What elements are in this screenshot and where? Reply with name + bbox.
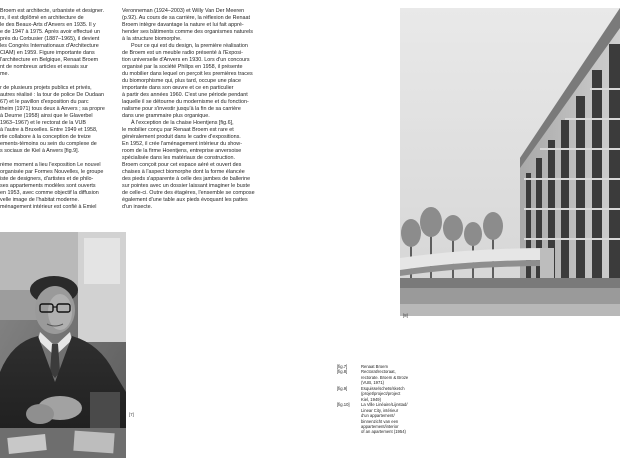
middle-column-line: organisé par la société Philips en 1958, il présente [122, 64, 243, 71]
left-column-line: CIAM) en 1959. Figure importante dans [0, 50, 95, 57]
left-column-line: ements-témoins ou sein du complexe de [0, 141, 97, 148]
caption-text: d'un appartement/ [361, 413, 395, 419]
caption-row [337, 429, 415, 434]
caption-tag [337, 429, 361, 434]
middle-column-line: généralement produit dans le cadre d'expositions. [122, 134, 241, 141]
caption-text: Linear City, intérieur [361, 407, 399, 413]
left-column-line: en 1953, avec comme objectif la diffusion [0, 190, 99, 197]
left-column-line: 67) et le pavillon d'exposition du parc [0, 99, 89, 106]
middle-column-line: laquelle il se détourne du modernisme et du fonction- [122, 99, 249, 106]
middle-column-line: hender ses bâtiments comme des organismes naturels [122, 29, 253, 36]
middle-column-line: d'un insecte. [122, 204, 153, 211]
middle-column-line: dans une grammaire plus organique. [122, 113, 210, 120]
building-photo [400, 8, 620, 316]
caption-tag: [fig.9] [337, 385, 348, 391]
left-column-line: e de 1947 à 1975. Après avoir effectué un [0, 29, 101, 36]
middle-column-line: tion universelle d'Anvers en 1930. Lors d'un concours [122, 57, 250, 64]
left-column-line: theim (1971) tous deux à Anvers ; sa propre [0, 106, 105, 113]
middle-column-line: de celle-ci. Outre des étagères, l'ensemble se compose [122, 190, 255, 197]
left-column-line: iste de designers, d'artistes et de philo- [0, 176, 94, 183]
left-column-line: les Congrès Internationaux d'Architecture [0, 43, 99, 50]
middle-column-line: Broem conçoit pour cet espace aéré et ouvert des [122, 162, 242, 169]
left-column-line: organisée par Formes Nouvelles, le groupe [0, 169, 104, 176]
caption-tag: [fig.7] [337, 364, 348, 369]
middle-column-line: sur pointes avec un dossier laissant imaginer le buste [122, 183, 250, 190]
middle-column-line: spécialisée dans les matériaux de construction. [122, 155, 235, 162]
middle-column-line: Pour ce qui est du design, la première réalisation [122, 43, 248, 50]
caption-tag: [fig.10] [337, 402, 350, 408]
middle-column-line: chaises à l'aspect biomorphe dont la forme élancée [122, 169, 245, 176]
middle-column-line: room de la firme Hoentjens, entreprise anversoise [122, 148, 242, 155]
caption-text: (projet/project/project [361, 391, 401, 397]
middle-column-line: des pieds s'apparente à celle des jambes de ballerine [122, 176, 251, 183]
caption-text: Esquisse/schets/sketch [361, 385, 405, 391]
caption-text: Kiel, 1949) [361, 396, 382, 402]
left-column-line: à Deurne (1958) ainsi que le Glaverbel [0, 113, 93, 120]
left-column-line: l'architecture en Belgique, Renaat Broem [0, 57, 99, 64]
middle-column-line: importante dans son œuvre et ce en particulier [122, 85, 234, 92]
left-column-line: à l'autre à Bruxelles. Entre 1949 et 1958, [0, 127, 98, 134]
middle-column-line: le mobilier conçu par Renaat Broem est rare et [122, 127, 234, 134]
left-column-line: s sociaux de Kiel à Anvers [fig.9]. [0, 148, 80, 155]
middle-column-line: également d'une table aux pieds évoquant les pattes [122, 197, 248, 204]
left-column-line: le des Beaux-Arts d'Anvers en 1935. Il y [0, 22, 96, 29]
left-column-line [0, 78, 118, 85]
left-column-line: ses appartements modèles sont ouverts [0, 183, 96, 190]
middle-column-line: En 1952, il crée l'aménagement intérieur du show- [122, 141, 242, 148]
caption-text: (VUB, 1971) [361, 380, 385, 386]
middle-column-line: du biomorphisme qui, plus tard, occupe une place [122, 78, 241, 85]
middle-column-line: du mobilier dans lequel on perçoit les premières traces [122, 71, 253, 78]
caption-tag: [fig.8] [337, 369, 348, 375]
middle-column-line: de Broem est un meuble radio présenté à l'Exposi- [122, 50, 243, 57]
left-column-line [0, 155, 118, 162]
left-text-column [0, 8, 118, 234]
left-column-line: autres réalisé : la tour de police De Oudaan [0, 92, 104, 99]
figure-captions [337, 364, 415, 435]
caption-text: Renaat Broem [361, 364, 388, 369]
caption-text: rectorate. Broem & Broze [361, 374, 409, 380]
middle-column-line: à partir des années 1960. C'est une période pendant [122, 92, 248, 99]
left-column-line: rtie collabore à la conception de treize [0, 134, 91, 141]
figure-label-building: [8] [403, 313, 408, 318]
left-column-line: près du Corbusier (1887–1965), il devient [0, 36, 100, 43]
middle-column-line: Broem intègre davantage la nature et lui fait appré- [122, 22, 244, 29]
portrait-photo-graphic [0, 232, 126, 458]
middle-column-line: à la structure biomorphe. [122, 36, 182, 43]
middle-column-line: nalisme pour s'investir jusqu'à la fin de sa carrière [122, 106, 241, 113]
caption-text: Rectorat/rectoraat, [361, 369, 396, 375]
left-column-line: nt de nombreux articles et essais sur [0, 64, 88, 71]
middle-column-line: (p.92). Au cours de sa carrière, la réflexion de Renaat [122, 15, 250, 22]
middle-text-column [122, 8, 290, 230]
figure-label-portrait: [7] [129, 412, 134, 417]
left-column-line: rs, il est diplômé en architecture de [0, 15, 84, 22]
building-photo-graphic [400, 8, 620, 316]
left-column-line: rème moment a lieu l'exposition Le nouvel [0, 162, 101, 169]
left-column-line: r de plusieurs projets publics et privés, [0, 85, 92, 92]
left-column-line: me. [0, 71, 9, 78]
left-column-line: Broem est architecte, urbaniste et designer. [0, 8, 104, 14]
left-column-line: velle image de l'habitat moderne. [0, 197, 79, 204]
caption-text: appartement/interior [361, 423, 399, 429]
caption-text: binnenzicht van een [361, 418, 399, 424]
middle-column-line: À l'exception de la chaise Hoentjens [fig.6], [122, 120, 234, 127]
left-column-line: ménagement intérieur est confié à Emiel [0, 204, 97, 211]
middle-column-line: Veronneman (1924–2003) et Willy Van Der Meeren [122, 8, 245, 14]
caption-text: La Ville Linéaire/Lijnstad/ [361, 402, 408, 408]
left-column-line: 1963–1967) et le rectorat de la VUB [0, 120, 87, 127]
portrait-photo [0, 232, 126, 458]
caption-text: of an apartement (1954) [361, 429, 406, 435]
